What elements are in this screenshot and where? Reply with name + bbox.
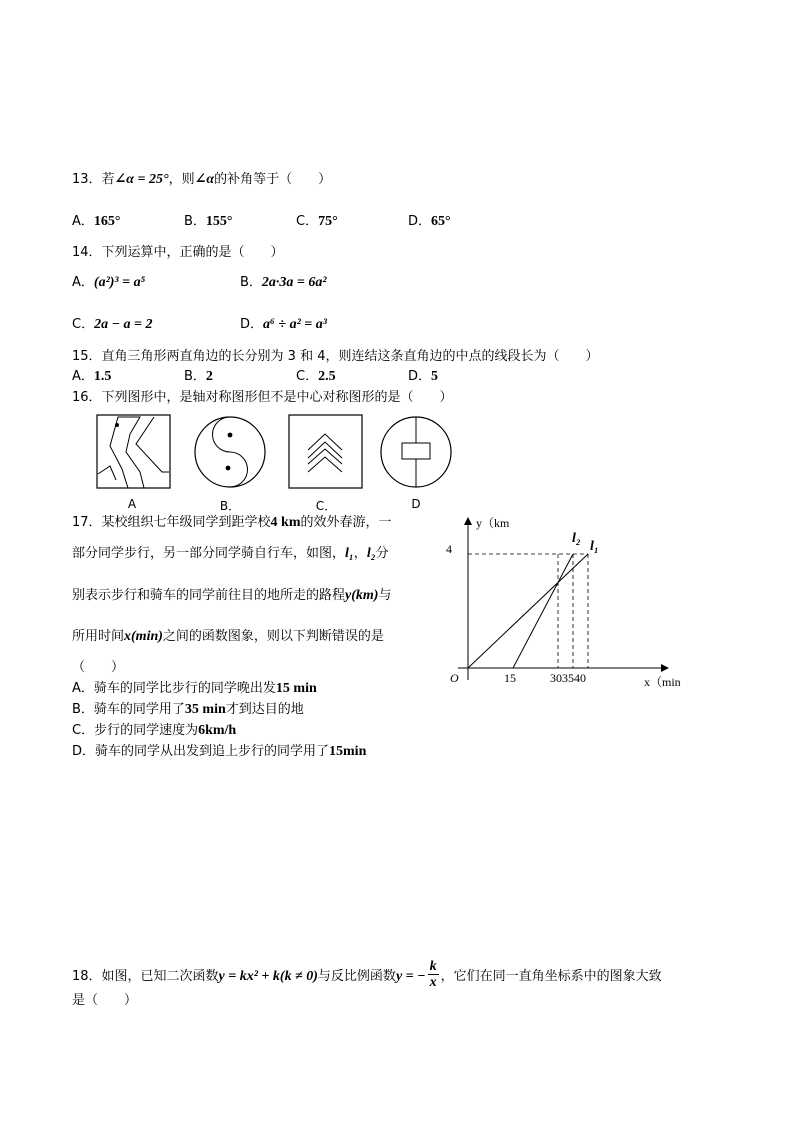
q17-option-b[interactable] bbox=[72, 701, 304, 719]
l1-label: l₁ bbox=[590, 539, 599, 554]
chevron-up-icon bbox=[308, 434, 342, 458]
q13-mid: ，则 bbox=[168, 172, 195, 187]
q14-option-b[interactable] bbox=[240, 274, 327, 292]
q16-caption-b: B． bbox=[219, 499, 241, 513]
option-value: 35 min bbox=[184, 702, 226, 717]
q17-l1: l₁ bbox=[345, 546, 354, 561]
q17-line3 bbox=[72, 587, 391, 605]
q16-stem: 16．下列图形中，是轴对称图形但不是中心对称图形的是（ ） bbox=[72, 390, 453, 405]
option-value: (a²)³ = a⁵ bbox=[93, 275, 146, 290]
chevron-up-icon bbox=[308, 449, 342, 472]
q13-option-c[interactable] bbox=[296, 213, 338, 231]
q13-option-d[interactable] bbox=[408, 213, 451, 231]
q13-option-b[interactable] bbox=[184, 213, 233, 231]
origin-label: O bbox=[450, 671, 459, 685]
q13-stem bbox=[72, 171, 331, 189]
option-letter: B． bbox=[184, 369, 206, 384]
option-text: B．骑车的同学用了 bbox=[72, 702, 185, 717]
q17-text: 分 bbox=[375, 546, 389, 561]
option-letter: D． bbox=[408, 369, 432, 384]
y-tick-4: 4 bbox=[446, 542, 452, 556]
q17-line4 bbox=[72, 628, 384, 646]
option-value: 155° bbox=[205, 214, 233, 229]
q16-caption-d: D bbox=[411, 497, 421, 511]
option-letter: C． bbox=[296, 214, 319, 229]
option-letter: B． bbox=[240, 275, 262, 290]
option-letter: D． bbox=[240, 317, 264, 332]
q15-option-b[interactable] bbox=[184, 368, 213, 386]
option-value: a⁶ ÷ a² = a³ bbox=[263, 317, 327, 332]
q13-tail: 的补角等于（ ） bbox=[214, 172, 332, 187]
q17-text: 所用时间 bbox=[72, 629, 125, 644]
q17-graph bbox=[430, 510, 700, 694]
q17-option-d[interactable] bbox=[72, 743, 366, 761]
q16-figure-a[interactable] bbox=[96, 414, 172, 490]
series-line-l2 bbox=[513, 554, 573, 668]
option-letter: C． bbox=[72, 317, 95, 332]
q18-inverse-lhs: y = − bbox=[395, 969, 426, 984]
option-text: A．骑车的同学比步行的同学晚出发 bbox=[72, 681, 276, 696]
option-value: 15min bbox=[329, 744, 367, 759]
y-axis-label: y（km bbox=[476, 516, 510, 530]
q13-angle: ∠α = 25° bbox=[114, 172, 169, 187]
q14-stem: 14．下列运算中，正确的是（ ） bbox=[72, 245, 284, 260]
q17-text: 别表示步行和骑车的同学前往目的地所走的路程 bbox=[72, 588, 346, 603]
figure-a-shape3 bbox=[98, 466, 116, 480]
coin-square-hole bbox=[402, 443, 430, 459]
q18-fraction bbox=[428, 959, 439, 990]
yin-yang-curve bbox=[213, 417, 248, 487]
option-value: 6km/h bbox=[198, 723, 237, 738]
q17-option-c[interactable] bbox=[72, 722, 236, 740]
series-line-l1 bbox=[468, 554, 588, 668]
x-tick-303540: 303540 bbox=[550, 671, 586, 685]
q16-figure-b[interactable] bbox=[192, 414, 268, 490]
option-value: 5 bbox=[431, 369, 439, 384]
option-value: 165° bbox=[93, 214, 121, 229]
fraction-numerator: k bbox=[429, 959, 437, 974]
q17-option-a[interactable] bbox=[72, 680, 317, 698]
q15-option-d[interactable] bbox=[408, 368, 438, 386]
q17-text: 的效外春游，一 bbox=[300, 515, 392, 530]
option-letter: D． bbox=[408, 214, 432, 229]
q18-text: ，它们在同一直角坐标系中的图象大致 bbox=[440, 969, 662, 984]
q17-l2: l₂ bbox=[366, 546, 376, 561]
option-value: 15 min bbox=[275, 681, 317, 696]
q17-text: 17．某校组织七年级同学到距学校 bbox=[72, 515, 271, 530]
x-axis-label: x（min bbox=[644, 675, 681, 689]
l2-label: l₂ bbox=[572, 531, 581, 546]
q18-quadratic: y = kx² + k(k ≠ 0) bbox=[218, 969, 318, 984]
option-value: 2a − a = 2 bbox=[94, 317, 153, 332]
q16-caption-c: C． bbox=[315, 499, 337, 513]
q17-line2 bbox=[72, 545, 389, 563]
x-tick-15: 15 bbox=[504, 671, 516, 685]
option-letter: A． bbox=[72, 214, 94, 229]
q17-xvar: x(min) bbox=[124, 629, 163, 644]
figure-a-shape2 bbox=[136, 417, 169, 472]
q13-option-a[interactable] bbox=[72, 213, 121, 231]
option-value: 1.5 bbox=[93, 369, 112, 384]
q17-paren: （ ） bbox=[72, 660, 125, 675]
figure-a-frame bbox=[97, 415, 170, 488]
option-after: 才到达目的地 bbox=[225, 702, 304, 717]
q18-line2: 是（ ） bbox=[72, 993, 138, 1008]
option-value: 75° bbox=[318, 214, 338, 229]
q18-text: 与反比例函数 bbox=[317, 969, 396, 984]
option-text: C．步行的同学速度为 bbox=[72, 723, 199, 738]
q17-line1 bbox=[72, 514, 392, 532]
q16-figure-c[interactable] bbox=[288, 414, 364, 490]
option-letter: B． bbox=[184, 214, 206, 229]
q17-yvar: y(km) bbox=[345, 588, 379, 603]
figure-c-frame bbox=[289, 415, 362, 488]
option-value: 2 bbox=[205, 369, 213, 384]
q14-option-c[interactable] bbox=[72, 316, 153, 334]
q15-option-a[interactable] bbox=[72, 368, 111, 386]
q17-text: 与 bbox=[378, 588, 392, 603]
option-text: D．骑车的同学从出发到追上步行的同学用了 bbox=[72, 744, 330, 759]
q14-option-a[interactable] bbox=[72, 274, 145, 292]
q14-option-d[interactable] bbox=[240, 316, 327, 334]
figure-a-dot bbox=[115, 423, 119, 427]
q17-text: 部分同学步行，另一部分同学骑自行车，如图， bbox=[72, 546, 346, 561]
q16-figure-d[interactable] bbox=[378, 414, 454, 490]
q17-text: 之间的函数图象，则以下判断错误的是 bbox=[162, 629, 384, 644]
q15-option-c[interactable] bbox=[296, 368, 336, 386]
q17-text: ， bbox=[353, 546, 367, 561]
option-value: 2a·3a = 6a² bbox=[261, 275, 327, 290]
option-letter: C． bbox=[296, 369, 319, 384]
q13-angle2: ∠α bbox=[194, 172, 215, 187]
option-value: 2.5 bbox=[318, 369, 336, 384]
q18-text: 18．如图，已知二次函数 bbox=[72, 969, 219, 984]
q15-stem: 15．直角三角形两直角边的长分别为 3 和 4，则连结这条直角边的中点的线段长为（ ） bbox=[72, 349, 599, 364]
option-letter: A． bbox=[72, 369, 94, 384]
option-value: 65° bbox=[431, 214, 451, 229]
q16-caption-a: A bbox=[127, 497, 137, 511]
q13-num: 13．若 bbox=[72, 172, 115, 187]
fraction-denominator: x bbox=[429, 975, 437, 990]
yin-yang-dot-top bbox=[228, 433, 233, 438]
yin-yang-dot-bottom bbox=[226, 466, 231, 471]
q17-distance: 4 km bbox=[270, 515, 301, 530]
option-letter: A． bbox=[72, 275, 94, 290]
q18-line1 bbox=[72, 961, 662, 992]
